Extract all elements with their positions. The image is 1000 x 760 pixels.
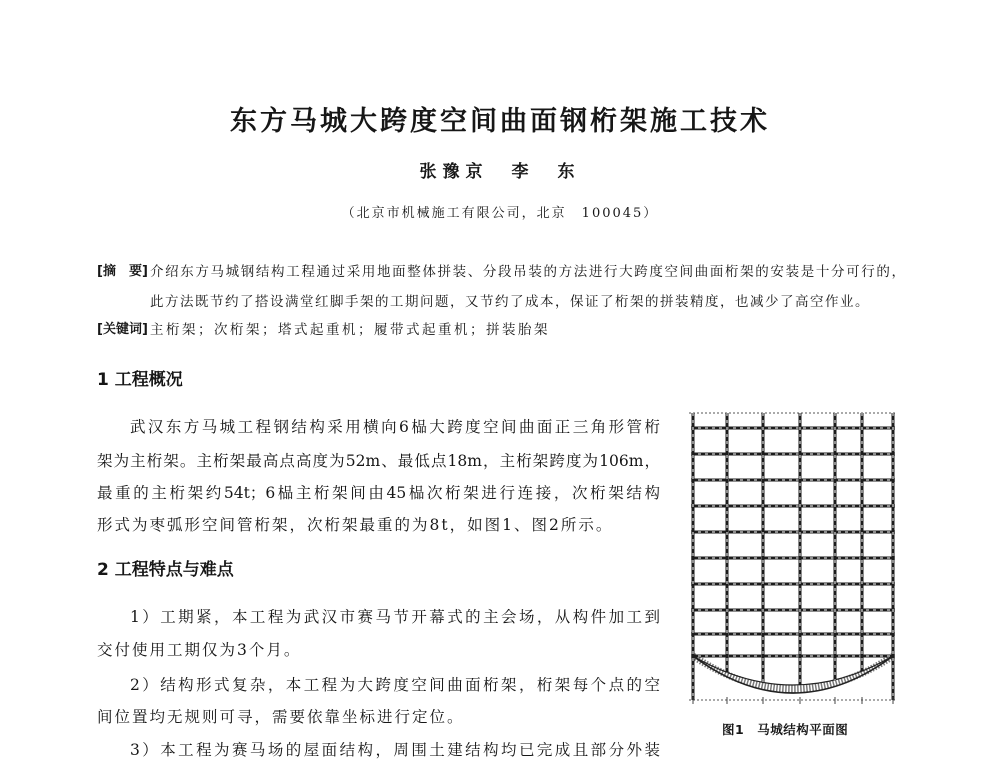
body-text-line: 最重的主桁架约54t；6榀主桁架间由45榀次桁架进行连接，次桁架结构 <box>97 484 660 502</box>
keywords-text: 主桁架；次桁架；塔式起重机；履带式起重机；拼装胎架 <box>150 322 550 338</box>
abstract-line: 此方法既节约了搭设满堂红脚手架的工期问题，又节约了成本，保证了桁架的拼装精度，也减少了高空作业。 <box>150 294 870 310</box>
paper-title: 东方马城大跨度空间曲面钢桁架施工技术 <box>230 106 770 137</box>
list-item-line: 2）结构形式复杂，本工程为大跨度空间曲面桁架，桁架每个点的空 <box>130 676 660 694</box>
paper-authors: 张豫京 李 东 <box>419 162 581 182</box>
section-heading-features: 2 工程特点与难点 <box>97 560 234 580</box>
keywords-label: [关键词] <box>97 322 148 337</box>
abstract-line: 介绍东方马城钢结构工程通过采用地面整体拼装、分段吊装的方法进行大跨度空间曲面桁架的安装是十分可行的， <box>150 264 905 280</box>
list-item-line: 1）工期紧，本工程为武汉市赛马节开幕式的主会场，从构件加工到 <box>130 608 660 626</box>
body-text-line: 形式为枣弧形空间管桁架，次桁架最重的为8t，如图1、图2所示。 <box>97 516 614 534</box>
list-item-line: 3）本工程为赛马场的屋面结构，周围土建结构均已完成且部分外装 <box>130 741 660 759</box>
structure-plan-figure <box>686 406 900 706</box>
section-heading-overview: 1 工程概况 <box>97 370 183 390</box>
abstract-label: [摘 要] <box>97 264 148 279</box>
list-item-line: 交付使用工期仅为3个月。 <box>97 641 302 659</box>
list-item-line: 间位置均无规则可寻，需要依靠坐标进行定位。 <box>97 708 465 726</box>
figure-caption: 图1 马城结构平面图 <box>722 722 849 737</box>
body-text-line: 架为主桁架。主桁架最高点高度为52m、最低点18m，主桁架跨度为106m， <box>97 452 660 470</box>
author-affiliation: （北京市机械施工有限公司，北京 100045） <box>341 206 659 221</box>
body-text-line: 武汉东方马城工程钢结构采用横向6榀大跨度空间曲面正三角形管桁 <box>130 418 660 436</box>
